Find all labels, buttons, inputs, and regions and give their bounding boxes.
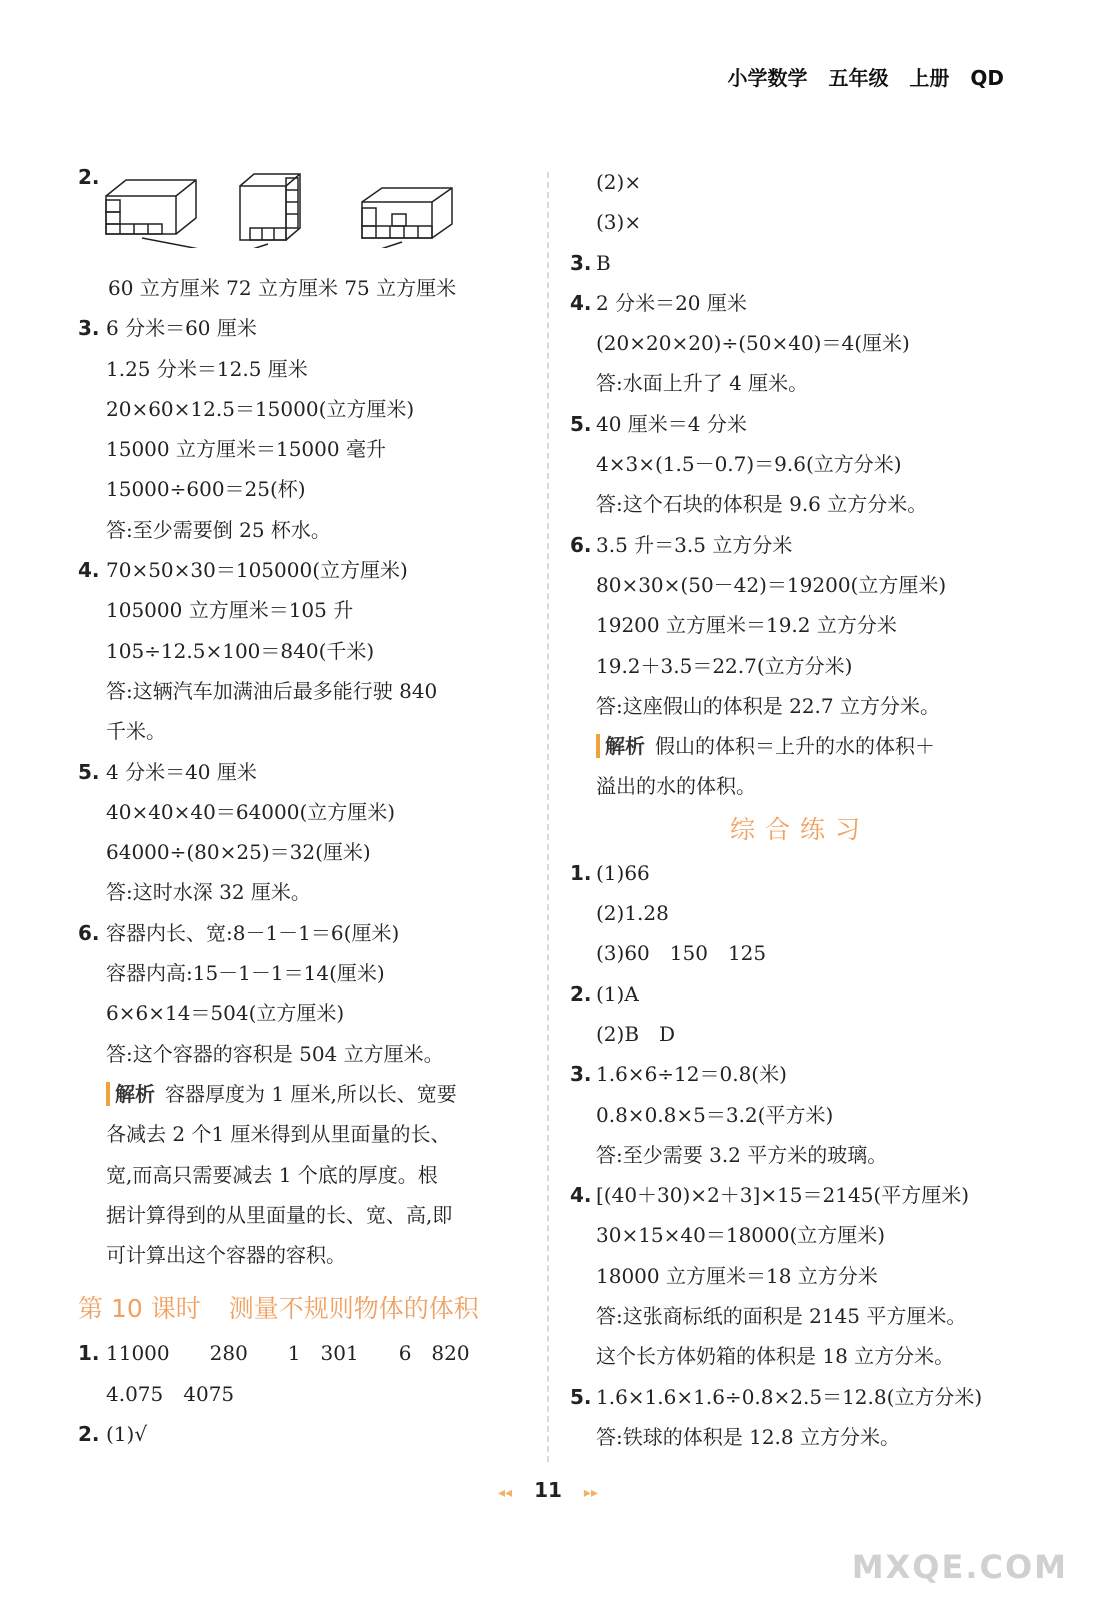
answer-line: 答:至少需要倒 25 杯水。	[106, 517, 331, 542]
answer-line: 105÷12.5×100＝840(千米)	[106, 638, 375, 663]
answer-line: 6. 容器内长、宽:8－1－1＝6(厘米)	[78, 920, 400, 945]
answer-line: 80×30×(50－42)＝19200(立方厘米)	[596, 572, 947, 597]
answer-line: 19200 立方厘米＝19.2 立方分米	[596, 613, 897, 638]
answer-line: (2)×	[596, 170, 642, 194]
left-column	[78, 162, 528, 1454]
answer-line: 2. (1)A	[570, 981, 639, 1006]
answer-line: 20×60×12.5＝15000(立方厘米)	[106, 396, 415, 421]
analysis-tag: 解析	[596, 734, 645, 758]
answer-line: 3. 1.6×6÷12＝0.8(米)	[570, 1062, 787, 1087]
answer-line: 64000÷(80×25)＝32(厘米)	[106, 840, 371, 865]
answer-line: 105000 立方厘米＝105 升	[106, 598, 354, 623]
answer-line: 30×15×40＝18000(立方厘米)	[596, 1223, 886, 1248]
answer-line: 0.8×0.8×5＝3.2(平方米)	[596, 1102, 834, 1127]
answer-line: 18000 立方厘米＝18 立方分米	[596, 1263, 878, 1288]
answer-line: (2)1.28	[596, 901, 669, 926]
answer-line: 答:这张商标纸的面积是 2145 平方厘米。	[596, 1304, 967, 1329]
answer-line: 答:这个容器的容积是 504 立方厘米。	[106, 1041, 444, 1066]
answer-line: 1.25 分米＝12.5 厘米	[106, 356, 308, 381]
analysis-line: 溢出的水的体积。	[596, 774, 756, 799]
analysis-line: 各减去 2 个1 厘米得到从里面量的长、	[106, 1122, 451, 1147]
analysis-line: 解析 假山的体积＝上升的水的体积＋	[570, 726, 1030, 766]
page-number: 11	[534, 1478, 562, 1502]
answer-line: 1. 11000 280 1 301 6 820	[78, 1341, 470, 1366]
answer-line: 答:这个石块的体积是 9.6 立方分米。	[596, 492, 928, 517]
watermark-logo: MXQE.COM	[851, 1548, 1068, 1586]
answer-line: 6×6×14＝504(立方厘米)	[106, 1001, 345, 1026]
answer-line: 答:这时水深 32 厘米。	[106, 880, 311, 905]
answer-line: 千米。	[106, 719, 166, 744]
answer-line: 答:这辆汽车加满油后最多能行驶 840	[106, 678, 438, 703]
lesson-heading: 第 10 课时 测量不规则物体的体积	[78, 1294, 479, 1324]
answer-line: 4. 70×50×30＝105000(立方厘米)	[78, 558, 408, 583]
question-2-labels: 60 立方厘米 72 立方厘米 75 立方厘米	[108, 276, 457, 300]
answer-line: (20×20×20)÷(50×40)＝4(厘米)	[596, 331, 910, 356]
answer-line: 5. 1.6×1.6×1.6÷0.8×2.5＝12.8(立方分米)	[570, 1384, 983, 1409]
answer-line: 19.2＋3.5＝22.7(立方分米)	[596, 653, 853, 678]
answer-line: 2. (1)√	[78, 1422, 148, 1447]
answer-line: 1. (1)66	[570, 860, 650, 885]
next-arrow-icon: ▸▸	[583, 1485, 598, 1501]
answer-line: 4.075 4075	[106, 1381, 235, 1406]
answer-line: 答:这座假山的体积是 22.7 立方分米。	[596, 693, 940, 718]
answer-line: (3)60 150 125	[596, 941, 767, 966]
answer-line: 答:铁球的体积是 12.8 立方分米。	[596, 1424, 900, 1449]
page-footer	[0, 1478, 1096, 1502]
column-divider	[547, 172, 549, 1462]
answer-line: 40×40×40＝64000(立方厘米)	[106, 799, 396, 824]
answer-line: 6. 3.5 升＝3.5 立方分米	[570, 532, 793, 557]
analysis-line: 据计算得到的从里面量的长、宽、高,即	[106, 1202, 453, 1227]
prev-arrow-icon: ◂◂	[498, 1485, 513, 1501]
right-column	[570, 162, 1030, 1457]
answer-line: 15000 立方厘米＝15000 毫升	[106, 437, 386, 462]
answer-line: 这个长方体奶箱的体积是 18 立方分米。	[596, 1344, 955, 1369]
answer-line: (3)×	[596, 210, 642, 235]
answer-line: (2)B D	[596, 1021, 676, 1046]
answer-line: 4×3×(1.5－0.7)＝9.6(立方分米)	[596, 452, 902, 477]
page-header: 小学数学 五年级 上册 QD	[727, 66, 1004, 90]
answer-line: 5. 4 分米＝40 厘米	[78, 759, 257, 784]
answer-line: 答:至少需要 3.2 平方米的玻璃。	[596, 1142, 888, 1167]
answer-line: 容器内高:15－1－1＝14(厘米)	[106, 961, 385, 986]
answer-line: 5. 40 厘米＝4 分米	[570, 411, 747, 436]
answer-line: 答:水面上升了 4 厘米。	[596, 371, 809, 396]
answer-line: 4. [(40＋30)×2＋3]×15＝2145(平方厘米)	[570, 1183, 970, 1208]
analysis-tag: 解析	[106, 1082, 155, 1106]
analysis-line: 解析 容器厚度为 1 厘米,所以长、宽要	[78, 1074, 528, 1114]
cube-containers-diagram	[102, 168, 522, 248]
question-2-figure	[78, 162, 528, 246]
answer-line: 4. 2 分米＝20 厘米	[570, 290, 747, 315]
question-number: 2.	[78, 165, 100, 189]
analysis-line: 可计算出这个容器的容积。	[106, 1243, 346, 1268]
analysis-line: 宽,而高只需要减去 1 个底的厚度。根	[106, 1162, 438, 1187]
answer-line: 3. B	[570, 250, 611, 275]
answer-line: 3. 6 分米＝60 厘米	[78, 316, 257, 341]
section-heading: 综合练习	[729, 814, 870, 844]
answer-line: 15000÷600＝25(杯)	[106, 477, 306, 502]
